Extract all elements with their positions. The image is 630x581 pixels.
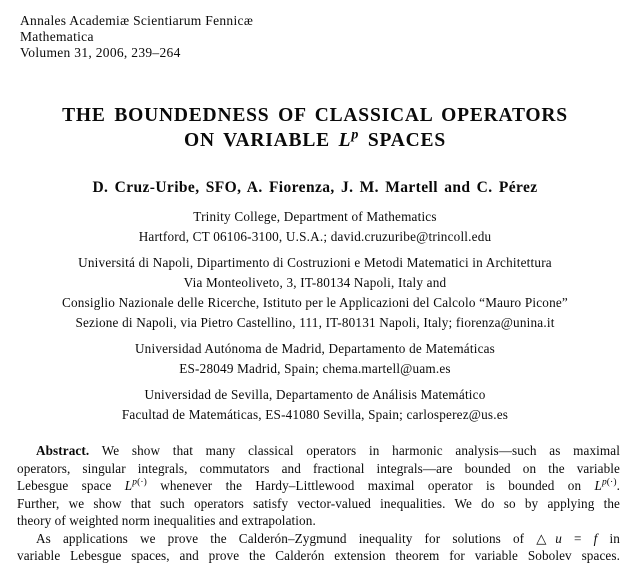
affiliations-block	[0, 207, 630, 431]
affiliation-line: Via Monteoliveto, 3, IT-80134 Napoli, Italy and	[183, 275, 447, 290]
paper-title	[0, 103, 630, 153]
abstract-paragraph-1	[17, 442, 620, 530]
abstract-line: Further, we show that such operators satisfy vector-valued inequalities. We do so by applying the	[17, 495, 620, 511]
affiliation-line: Universitá di Napoli, Dipartimento di Costruzioni e Metodi Matematici in Architettura	[78, 255, 552, 270]
affiliation-line: Universidad de Sevilla, Departamento de Análisis Matemático	[144, 387, 486, 402]
journal-volume: Volumen 31, 2006, 239–264	[20, 45, 181, 60]
journal-header	[20, 13, 253, 61]
abstract-line: theory of weighted norm inequalities and extrapolation.	[17, 513, 316, 528]
affiliation-line: Consiglio Nazionale delle Ricerche, Istituto per le Applicazioni del Calcolo “Mauro Picone”	[62, 295, 568, 310]
abstract-line: operators, singular integrals, commutators and fractional integrals—are bounded on the variable	[17, 460, 620, 476]
affiliation-group-sevilla	[0, 385, 630, 425]
affiliation-line: Facultad de Matemáticas, ES-41080 Sevilla, Spain; carlosperez@us.es	[121, 407, 509, 422]
affiliation-group-napoli	[0, 253, 630, 333]
paper-title-line-2: ON VARIABLE $L^p$ SPACES	[183, 126, 447, 151]
affiliation-line: Hartford, CT 06106-3100, U.S.A.; david.cruzuribe@trincoll.edu	[138, 229, 492, 244]
abstract-line: variable Lebesgue spaces, and prove the Calderón extension theorem for variable Sobolev spaces.	[17, 548, 620, 563]
abstract-line: As applications we prove the Calderón–Zygmund inequality for solutions of △u = f in	[36, 530, 620, 546]
affiliation-group-trinity	[0, 207, 630, 247]
abstract-paragraph-2	[17, 530, 620, 565]
authors-line: D. Cruz-Uribe, SFO, A. Fiorenza, J. M. Martell and C. Pérez	[92, 179, 538, 196]
affiliation-line: ES-28049 Madrid, Spain; chema.martell@uam.es	[179, 361, 451, 376]
affiliation-group-madrid	[0, 339, 630, 379]
affiliation-line: Sezione di Napoli, via Pietro Castellino, 111, IT-80131 Napoli, Italy; fiorenza@unina.it	[75, 315, 555, 330]
journal-series: Mathematica	[20, 29, 94, 44]
journal-name: Annales Academiæ Scientiarum Fennicæ	[20, 13, 254, 28]
affiliation-line: Trinity College, Department of Mathematics	[193, 209, 437, 224]
abstract-block	[17, 442, 620, 565]
abstract-line: Lebesgue space $L^{p(\cdot)}$ whenever the Hardy–Littlewood maximal operator is bounded on $L^{p(\cdot)}$.	[17, 477, 620, 493]
abstract-line: Abstract. We show that many classical operators in harmonic analysis—such as maximal	[36, 443, 620, 458]
affiliation-line: Universidad Autónoma de Madrid, Departamento de Matemáticas	[134, 341, 496, 356]
paper-title-line-1: THE BOUNDEDNESS OF CLASSICAL OPERATORS	[62, 105, 568, 126]
